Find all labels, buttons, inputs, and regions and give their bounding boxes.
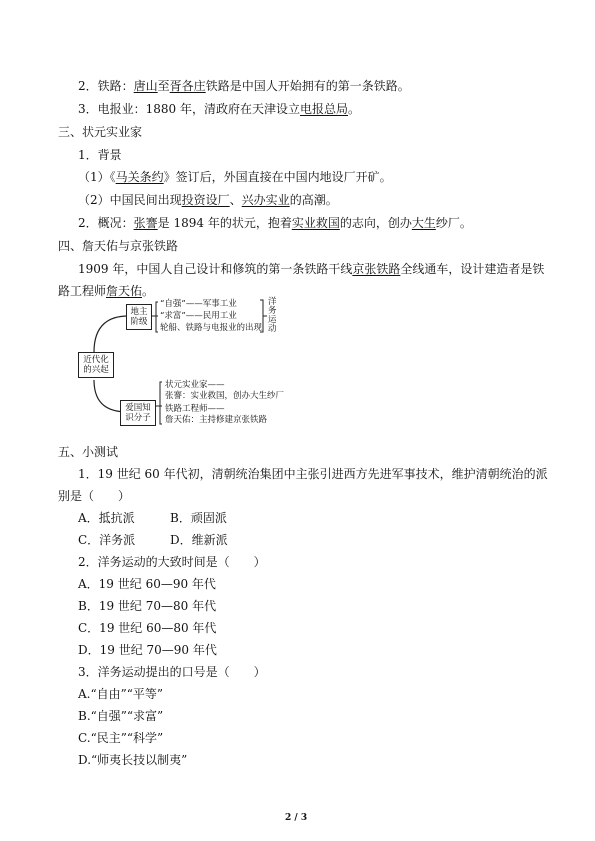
question-3-option-c: C.“民主”“科学” — [78, 731, 164, 745]
overview-mid-2: 的志向，创办 — [339, 216, 412, 230]
question-1-line-2: 别是（ ） — [58, 489, 131, 503]
question-2-option-d: D．19 世纪 70—90 年代 — [78, 643, 217, 657]
question-2: 2．洋务运动的大致时间是（ ） — [78, 555, 266, 569]
bg1-prefix: （1）《 — [78, 170, 116, 184]
overview-line — [78, 215, 472, 231]
question-2-option-b: B．19 世纪 70—80 年代 — [78, 599, 217, 613]
question-1-option-c: C．洋务派 — [78, 533, 136, 547]
telegraph-prefix: 3．电报业：1880 年，清政府在天津设立 — [78, 102, 300, 116]
section-4-heading: 四、詹天佑与京张铁路 — [58, 239, 179, 253]
bg1-underline: 马关条约 — [115, 170, 164, 184]
question-3-option-a: A.“自由”“平等” — [78, 687, 164, 701]
overview-underline-1: 张謇 — [133, 216, 158, 230]
overview-underline-3: 大生 — [411, 216, 436, 230]
p2-underline: 詹天佑 — [106, 284, 143, 298]
question-1-line-1: 1．19 世纪 60 年代初，清朝统治集团中主张引进西方先进军事技术，维护清朝统治的派 — [78, 467, 548, 481]
background-label: 1．背景 — [78, 148, 122, 162]
telegraph-line — [78, 101, 360, 117]
page-number: 2 / 3 — [285, 813, 308, 823]
p1-prefix: 1909 年，中国人自己设计和修筑的第一条铁路干线 — [78, 262, 353, 276]
background-item-2 — [78, 192, 338, 208]
question-3: 3．洋务运动提出的口号是（ ） — [78, 665, 266, 679]
diagram-bottom-line-2: 张謇：实业救国，创办大生纱厂 — [165, 391, 285, 401]
question-2-option-a: A．19 世纪 60—90 年代 — [78, 577, 216, 591]
p2-prefix: 路工程师 — [58, 284, 107, 298]
telegraph-underline: 电报总局 — [300, 102, 349, 116]
diagram-bottom-line-4: 詹天佑：主持修建京张铁路 — [165, 415, 268, 425]
diagram-center-label: 近代化的兴起 — [83, 355, 109, 375]
diagram-bottom-line-1: 状元实业家—— — [165, 380, 225, 390]
diagram-top-line-1: “自强”——军事工业 — [160, 299, 237, 309]
diagram-top-side-label: 洋务运动 — [268, 297, 277, 334]
diagram-top-node — [126, 304, 152, 330]
diagram-bottom-line-3: 铁路工程师—— — [165, 404, 225, 414]
bg2-underline-1: 投资设厂 — [181, 193, 230, 207]
diagram-bottom-node-label: 爱国知识分子 — [125, 403, 151, 423]
p1-underline: 京张铁路 — [352, 262, 401, 276]
background-item-1 — [78, 169, 392, 185]
question-2-option-c: C．19 世纪 60—80 年代 — [78, 621, 217, 635]
question-3-option-d: D.“师夷长技以制夷” — [78, 753, 188, 767]
overview-suffix: 纱厂。 — [435, 216, 472, 230]
diagram-top-line-2: “求富”——民用工业 — [160, 311, 237, 321]
concept-diagram — [70, 296, 310, 432]
p2-suffix: 。 — [142, 284, 155, 298]
question-1-option-b: B．顽固派 — [170, 511, 227, 525]
overview-underline-2: 实业救国 — [291, 216, 340, 230]
bg2-mid: 、 — [229, 193, 242, 207]
diagram-center-node — [78, 352, 114, 378]
diagram-top-line-3: 轮船、铁路与电报业的出现 — [160, 323, 263, 333]
rail-underline-2: 胥各庄 — [169, 79, 206, 93]
section-5-heading: 五、小测试 — [58, 445, 119, 459]
diagram-top-node-label: 地主阶级 — [130, 307, 148, 327]
question-1-option-d: D．维新派 — [170, 533, 228, 547]
question-1-option-a: A．抵抗派 — [78, 511, 135, 525]
rail-underline-1: 唐山 — [133, 79, 158, 93]
jingzhang-paragraph-line-1 — [78, 261, 544, 277]
rail-line — [78, 78, 410, 94]
rail-suffix: 铁路是中国人开始拥有的第一条铁路。 — [205, 79, 410, 93]
telegraph-suffix: 。 — [348, 102, 361, 116]
bg2-suffix: 的高潮。 — [289, 193, 338, 207]
rail-mid: 至 — [157, 79, 170, 93]
bg2-prefix: （2）中国民间出现 — [78, 193, 182, 207]
overview-prefix: 2．概况： — [78, 216, 134, 230]
p1-suffix: 全线通车，设计建造者是铁 — [400, 262, 545, 276]
rail-prefix: 2．铁路： — [78, 79, 134, 93]
bg1-suffix: 》签订后，外国直接在中国内地设厂开矿。 — [163, 170, 392, 184]
question-3-option-b: B.“自强”“求富” — [78, 709, 164, 723]
diagram-bottom-node — [120, 400, 156, 426]
section-3-heading: 三、状元实业家 — [58, 125, 143, 139]
bg2-underline-2: 兴办实业 — [241, 193, 290, 207]
overview-mid-1: 是 1894 年的状元，抱着 — [157, 216, 292, 230]
